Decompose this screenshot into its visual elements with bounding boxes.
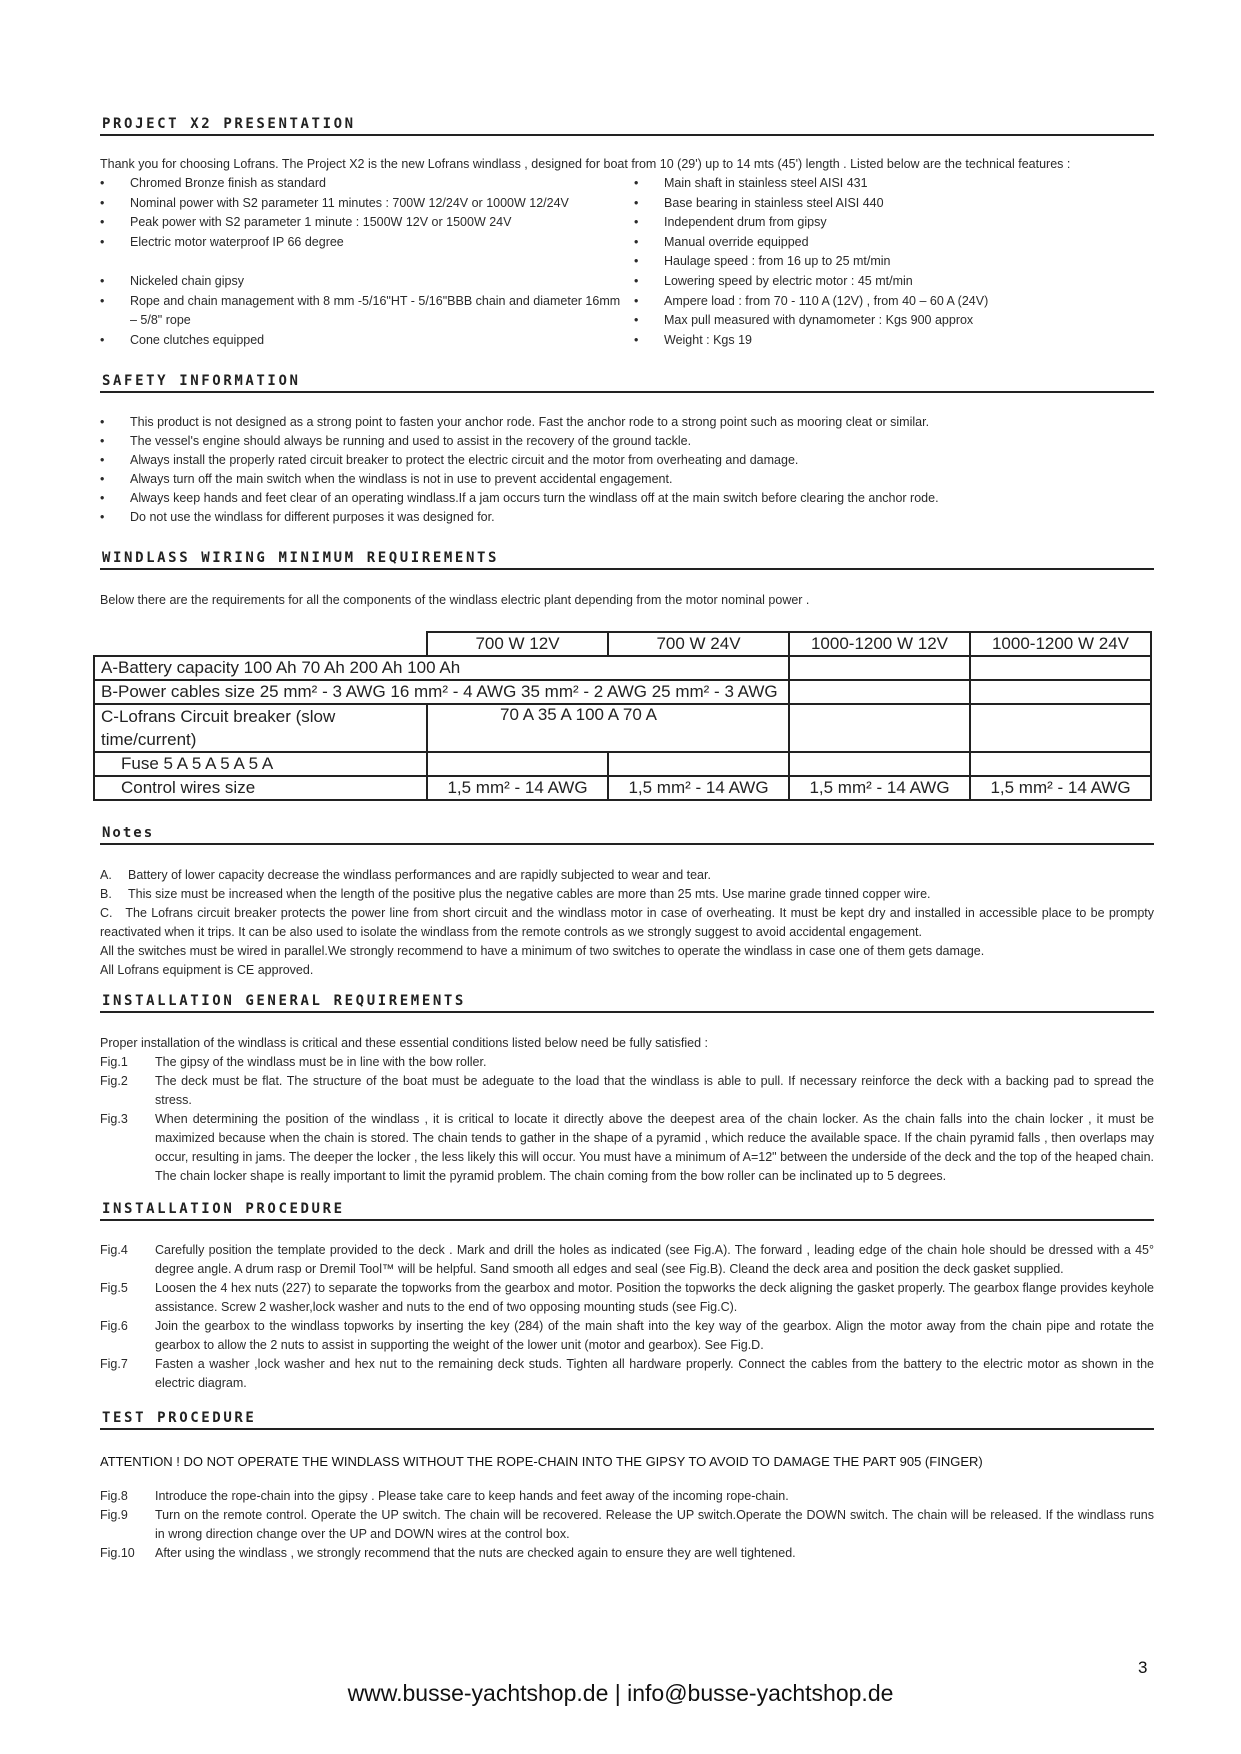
table-cell-empty: [608, 752, 789, 776]
fig-text: Introduce the rope-chain into the gipsy . Please take care to keep hands and feet away of the incoming rope-chain.: [155, 1489, 789, 1503]
note-text: Battery of lower capacity decrease the windlass performances and are rapidly subjected to wear and tear.: [128, 868, 711, 882]
safety-list: [100, 413, 1154, 527]
section-title-wiring: WINDLASS WIRING MINIMUM REQUIREMENTS: [100, 550, 1154, 570]
note-a: [100, 866, 1154, 885]
list-item: • Rope and chain management with 8 mm -5/16"HT - 5/16"BBB chain and diameter 16mm – 5/8" rope: [100, 292, 630, 331]
table-row: [94, 704, 1151, 752]
note-text: The Lofrans circuit breaker protects the power line from short circuit and the windlass motor in case of overheating. It must be kept dry and installed in accessible place to be prompty reactivated when it trips. It can be also used to isolate the windlass from the remote controls as we strongly suggest to avoid accidental engagement.: [100, 906, 1154, 939]
table-header: 1000-1200 W 12V: [789, 632, 970, 656]
fig-label: Fig.3: [100, 1112, 128, 1126]
table-header: 700 W 12V: [427, 632, 608, 656]
table-cell-empty: [970, 704, 1151, 752]
section-title-notes: Notes: [100, 825, 1154, 845]
fig-label: Fig.4: [100, 1243, 128, 1257]
fig-item: [100, 1072, 1154, 1110]
features-right-list: [634, 174, 1134, 350]
fig-label: Fig.7: [100, 1357, 128, 1371]
fig-item: [100, 1317, 1154, 1355]
list-item: • Manual override equipped: [634, 233, 1134, 253]
note-switches: All the switches must be wired in parallel.We strongly recommend to have a minimum of two switches to operate the windlass in case one of them gets damage.: [100, 944, 985, 958]
list-item: • Haulage speed : from 16 up to 25 mt/min: [634, 252, 1134, 272]
list-item: • Base bearing in stainless steel AISI 440: [634, 194, 1134, 214]
table-header: 1000-1200 W 24V: [970, 632, 1151, 656]
fig-item: [100, 1110, 1154, 1186]
fig-label: Fig.5: [100, 1281, 128, 1295]
note-label: B.: [100, 887, 112, 901]
fig-text: Loosen the 4 hex nuts (227) to separate the topworks from the gearbox and motor. Position the topworks the deck aligning the gasket properly. The gearbox flange provides keyhole assistance. Screw 2 washer,lock washer and nuts to the end of two opposing mounting studs (see Fig.C).: [155, 1281, 1154, 1314]
fig-text: When determining the position of the windlass , it is critical to locate it directly above the deepest area of the chain locker. As the chain falls into the chain locker , it must be maximized because when the chain is stored. The chain tends to gather in the shape of a pyramid , which reduce the available space. If the chain pyramid falls , then overlaps may occur, resulting in jams. The deeper the locker , the less likely this will occur. You must have a minimum of A=12" between the underside of the deck and the top of the heaped chain. The chain locker shape is really important to limit the pyramid problem. The chain coming from the bow roller can be inclinated up to 5 degrees.: [155, 1112, 1154, 1183]
list-item: • Ampere load : from 70 - 110 A (12V) , from 40 – 60 A (24V): [634, 292, 1134, 312]
list-item: • Lowering speed by electric motor : 45 mt/min: [634, 272, 1134, 292]
list-item: • Nominal power with S2 parameter 11 minutes : 700W 12/24V or 1000W 12/24V: [100, 194, 630, 214]
list-item: • Nickeled chain gipsy: [100, 272, 630, 292]
section-title-test-procedure: TEST PROCEDURE: [100, 1410, 1154, 1430]
table-cell-empty: [789, 752, 970, 776]
list-item: • The vessel's engine should always be running and used to assist in the recovery of the ground tackle.: [100, 432, 1154, 451]
fig-item: [100, 1279, 1154, 1317]
row-fuse: Fuse 5 A 5 A 5 A 5 A: [94, 752, 427, 776]
list-item: • Max pull measured with dynamometer : Kgs 900 approx: [634, 311, 1134, 331]
row-cables: B-Power cables size 25 mm² - 3 AWG 16 mm² - 4 AWG 35 mm² - 2 AWG 25 mm² - 3 AWG: [94, 680, 789, 704]
list-item: • Always keep hands and feet clear of an operating windlass.If a jam occurs turn the windlass off at the main switch before clearing the anchor rode.: [100, 489, 1154, 508]
note-ce: All Lofrans equipment is CE approved.: [100, 963, 314, 977]
note-text: This size must be increased when the length of the positive plus the negative cables are more than 25 mts. Use marine grade tinned copper wire.: [128, 887, 931, 901]
table-row: [94, 680, 1151, 704]
section-title-install-general: INSTALLATION GENERAL REQUIREMENTS: [100, 993, 1154, 1013]
row-breaker-values: 70 A 35 A 100 A 70 A: [427, 704, 789, 752]
table-cell-empty: [427, 752, 608, 776]
wiring-table: [93, 631, 1152, 801]
table-cell: 1,5 mm² - 14 AWG: [970, 776, 1151, 800]
presentation-intro: Thank you for choosing Lofrans. The Project X2 is the new Lofrans windlass , designed for boat from 10 (29') up to 14 mts (45') length . Listed below are the technical features :: [100, 157, 1071, 171]
list-item: • Do not use the windlass for different purposes it was designed for.: [100, 508, 1154, 527]
row-control-label: Control wires size: [94, 776, 427, 800]
page-number: 3: [1138, 1658, 1148, 1677]
table-cell: 1,5 mm² - 14 AWG: [427, 776, 608, 800]
wiring-intro: Below there are the requirements for all the components of the windlass electric plant depending from the motor nominal power .: [100, 593, 810, 607]
note-b: [100, 885, 1154, 904]
footer-contact: www.busse-yachtshop.de | info@busse-yachtshop.de: [347, 1680, 894, 1706]
fig-label: Fig.9: [100, 1508, 128, 1522]
fig-label: Fig.6: [100, 1319, 128, 1333]
fig-text: The gipsy of the windlass must be in line with the bow roller.: [155, 1055, 487, 1069]
fig-item: [100, 1053, 1154, 1072]
attention-warning: ATTENTION ! DO NOT OPERATE THE WINDLASS WITHOUT THE ROPE-CHAIN INTO THE GIPSY TO AVOID TO DAMAGE THE PART 905 (FINGER): [100, 1454, 983, 1469]
install-general-intro: Proper installation of the windlass is critical and these essential conditions listed below need be fully satisfied :: [100, 1036, 708, 1050]
table-row: [94, 632, 1151, 656]
list-item: • Independent drum from gipsy: [634, 213, 1134, 233]
table-row: [94, 656, 1151, 680]
fig-item: [100, 1241, 1154, 1279]
row-battery: A-Battery capacity 100 Ah 70 Ah 200 Ah 100 Ah: [94, 656, 789, 680]
fig-label: Fig.1: [100, 1055, 128, 1069]
fig-text: Join the gearbox to the windlass topworks by inserting the key (284) of the main shaft into the key way of the gearbox. Align the motor away from the chain pipe and rotate the gearbox to allow the 2 nuts to assist in supporting the weight of the lower unit (motor and gearbox). See Fig.D.: [155, 1319, 1154, 1352]
list-item: • Chromed Bronze finish as standard: [100, 174, 630, 194]
list-item: • This product is not designed as a strong point to fasten your anchor rode. Fast the anchor rode to a strong point such as mooring cleat or similar.: [100, 413, 1154, 432]
section-title-install-procedure: INSTALLATION PROCEDURE: [100, 1201, 1154, 1221]
fig-item: [100, 1506, 1154, 1544]
list-item: • Electric motor waterproof IP 66 degree: [100, 233, 630, 253]
table-row: [94, 776, 1151, 800]
table-cell-empty: [970, 656, 1151, 680]
fig-text: The deck must be flat. The structure of the boat must be adeguate to the load that the windlass is able to pull. If necessary reinforce the deck with a backing pad to spread the stress.: [155, 1074, 1154, 1107]
fig-label: Fig.8: [100, 1489, 128, 1503]
section-title-presentation: PROJECT X2 PRESENTATION: [100, 116, 1154, 136]
fig-text: Fasten a washer ,lock washer and hex nut to the remaining deck studs. Tighten all hardware properly. Connect the cables from the battery to the electric motor as shown in the electric diagram.: [155, 1357, 1154, 1390]
list-item: • Always install the properly rated circuit breaker to protect the electric circuit and the motor from overheating and damage.: [100, 451, 1154, 470]
list-item: • Weight : Kgs 19: [634, 331, 1134, 351]
note-c: [100, 904, 1154, 942]
table-cell: 1,5 mm² - 14 AWG: [608, 776, 789, 800]
row-breaker-label: C-Lofrans Circuit breaker (slow time/current): [94, 704, 427, 752]
list-item: • Peak power with S2 parameter 1 minute : 1500W 12V or 1500W 24V: [100, 213, 630, 233]
note-label: C.: [100, 906, 113, 920]
list-item: • Cone clutches equipped: [100, 331, 630, 351]
table-cell-empty: [789, 704, 970, 752]
section-title-safety: SAFETY INFORMATION: [100, 373, 1154, 393]
table-header: 700 W 24V: [608, 632, 789, 656]
note-label: A.: [100, 868, 112, 882]
table-cell-empty: [970, 680, 1151, 704]
table-cell-empty: [94, 632, 427, 656]
table-cell: 1,5 mm² - 14 AWG: [789, 776, 970, 800]
fig-label: Fig.10: [100, 1546, 135, 1560]
table-cell-empty: [789, 656, 970, 680]
table-cell-empty: [789, 680, 970, 704]
fig-item: [100, 1355, 1154, 1393]
features-left-list: [100, 174, 630, 350]
fig-text: After using the windlass , we strongly recommend that the nuts are checked again to ensure they are well tightened.: [155, 1546, 796, 1560]
fig-text: Turn on the remote control. Operate the UP switch. The chain will be recovered. Release the UP switch.Operate the DOWN switch. The chain will be released. If the windlass runs in wrong direction change over the UP and DOWN wires at the control box.: [155, 1508, 1154, 1541]
fig-item: [100, 1544, 1154, 1563]
list-item: • Main shaft in stainless steel AISI 431: [634, 174, 1134, 194]
table-cell-empty: [970, 752, 1151, 776]
fig-text: Carefully position the template provided to the deck . Mark and drill the holes as indicated (see Fig.A). The forward , leading edge of the chain hole should be dressed with a 45° degree angle. A drum rasp or Dremil Tool™ will be helpful. Sand smooth all edges and seal (see Fig.B). Cleand the deck area and position the deck gasket supplied.: [155, 1243, 1154, 1276]
fig-label: Fig.2: [100, 1074, 128, 1088]
fig-item: [100, 1487, 1154, 1506]
list-item: • Always turn off the main switch when the windlass is not in use to prevent accidental engagement.: [100, 470, 1154, 489]
table-row: [94, 752, 1151, 776]
